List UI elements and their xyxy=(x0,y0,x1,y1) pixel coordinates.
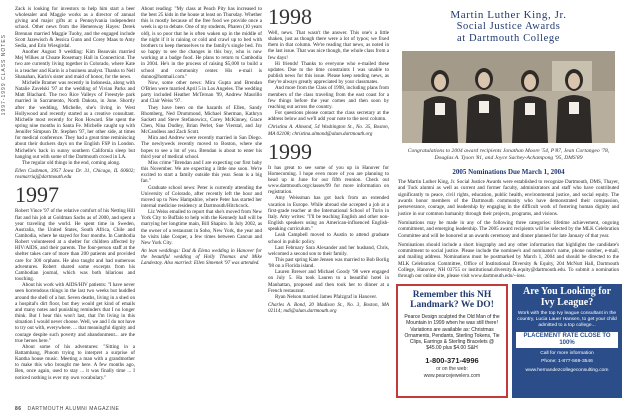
award-recipients-photo xyxy=(402,51,615,143)
placement-rate-badge: PLACEMENT RATE CLOSE TO 100% xyxy=(516,332,618,348)
nominations-body xyxy=(398,179,619,279)
paragraph: Liz Weiss emailed to report that she's moved from New York City to Buffalo to help with the Kennedy hall will be marrying her longtime main, Bill Shapiro. In July 2002, as the owner of a restaurant in Soho, New York, the year and he visits lake Cooper, a few times between Cancun and New York City. xyxy=(141,209,262,246)
paragraph: This past spring Kate Jensen was married to Bob Borlig '98 on a Florida island. xyxy=(268,257,389,270)
ad-title: Are You Looking for Ivy League? xyxy=(522,286,612,308)
paragraph: It has great to see some of you up in Hanover for Homecoming. I hope even more of you are planning to head up in June for our fifth reunion. Check out www.dartmouth.org/classes/99 for more information on registration. xyxy=(268,164,389,196)
ad-body: Pearce Design sculpted the Old Man of the Mountain in 1999 when he was still there! Variations are available as: Christmas Ornaments, Pendants, Sterling Tokens, Tie Clips, Earrings & Sterling Bracelets @ $45.00 plus $4.00 S&H xyxy=(404,314,500,352)
secretary-address: Ellen Cushman, 3957 Iowa Dr. 31, Chicago, IL 60602; rosmarriaj@dartmouth.edu xyxy=(15,168,135,181)
magazine-name: DARTMOUTH ALUMNI MAGAZINE xyxy=(27,406,120,412)
paragraph: They have been on the hazards of Ellen, Sandy Rhomberg, Ned Drummond, Michael Sherman, Kathryn Sackett and Steve Stefanowicz, Corey McKinney, Grace Chen, Nina Dudley, Brian Perlet, Sue Vierstal, and Jay McCandless and Zach Scott. xyxy=(141,104,262,136)
ad-body: Work with the top Ivy league consultant in the country, Lucia Lauer Hansen, to get your child admitted to a top college... xyxy=(517,311,617,328)
paragraph: For questions please contact the class secretary at the address below and we'll add your note to the next column. xyxy=(268,110,389,123)
paragraph: Nominations may be made in any of the following three categories: lifetime achievement, ongoing commitment, and emerging leadership. The 2005 award recipients will be selected by the MLK Celebration Committee and will be honored at an awards ceremony and dinner planned for late January of that year. xyxy=(398,219,619,239)
photo-caption: Congratulations to 2004 award recipients Jonathan Moore '54, P'87, Jean Cortangeo '78, Douglas A. Tyson '81, and Joyce Sachey-Achampong '95, DMS'89 xyxy=(407,148,610,161)
paragraph: About reading: "My class at Peach Pity has increased to the best 25 kids in the house at least on Thursday. Whether this is mostly because of the free food we provide once a week is up to debate. One of my students, Pharen (10 years old), is so poor that he is often waken up in the middle of the night if it is raining or cold and crawl up to bed with brothers to keep themselves to the family's single bed. I'm so happy to see the changes in this boy, who is now working at a badge food. He plans to return to Cambodia in 2004. He's in the process of raising $5,000 to build a school and community center. His e-mail is dunno@hotmail.com." xyxy=(141,6,262,80)
paragraph: Well, news. That wasn't the answer. This one's a little shaken, just as though there were a lot of typos; we fixed them in that column. We're reading that news, as noted in the last issue. That was nice though, the whole class from a few days! xyxy=(268,30,389,61)
ad-web-label: or on the web: xyxy=(436,365,468,372)
ad-call-text: Call for more information xyxy=(540,350,594,356)
page-number: 86 xyxy=(15,406,22,412)
paragraph: The Martin Luther King, Jr. Social Justice Awards were established to recognize Dartmouth, DMS, Thayer, and Tuck alumni as well as current and former faculty, administrators and staff who have contributed significantly to peace, civil rights, education, public health, environmental justice, and social equity. The awards honor members of the Dartmouth community who have demonstrated their compassion, perseverance, courage, and leadership by engaging in the difficult work of fostering human dignity and justice in our common humanity through their projects, programs, and visions. xyxy=(398,179,619,217)
page-footer xyxy=(15,406,119,412)
paragraph: Miss crime "Brendan and I are expecting our first baby this November. We are expecting a little one soon. We're excited to start a family outside this year. Sean is a big fan." xyxy=(141,159,262,185)
class-year-heading: 1999 xyxy=(268,138,312,164)
mlk-title-line-3: at Dartmouth College xyxy=(457,33,560,44)
paragraph: Nominations should include a short biography and any other information that highlights the candidate's commitment to social justice. Please include the nominee's and nominator's name, phone number, e-mail, and mailing address. Nominations must be postmarked by March 1, 2004 and should be directed to the MLK Celebration Committee, Office of Institutional Diversity & Equity, 204 McNutt Hall, Dartmouth College, Hanover, NH 03755 or institutional.diversity.&.equity@dartmouth.edu. To submit a nomination through our online site, please visit www.dartmouth.edu/~ioss. xyxy=(398,241,619,280)
paragraph: Graduate school news: Peter is currently attending the University of Colorado, after recently left the hour and moved up to New Hampshire, where Peter has started her internal medicine residency at Dartmouth/Hitchcock. xyxy=(141,184,262,209)
class-year-heading: 1998 xyxy=(268,6,312,29)
recipients-photo-illustration xyxy=(402,51,615,143)
secretary-address: An lean weddings: Dad & Elena wedding in Hanover for the beautiful wedding of Holly Thomas and Mike Landestoy. Also married: Ellen Simenek '97 was attended. xyxy=(141,248,262,267)
mlk-title-line-2: Social Justice Awards xyxy=(456,21,561,32)
column-1 xyxy=(15,6,135,400)
class-year-heading: 1997 xyxy=(15,182,59,208)
paragraph: Zack is looking for investors to help him start a beer wholesaler and Maggie works as a director of annual giving and major gifts at a Pennsylvania independent school. Other news from the Hemenway Hayes: Derek Brennan married Maggie Tuohy, and the engaged include Scott Jazewisch & Jessica Gunn and Corey Maas to Amy Sedia, and Erin Wiesgirdal. xyxy=(15,6,135,49)
mlk-title xyxy=(396,9,621,45)
paragraph: And more from the Class of 1998, including plans from members of the class traveling from the east coast for a few things before the year comes and then soon by reaching out across the country. xyxy=(268,85,389,110)
paragraph: Leah Campbell moved to Austin to attend graduate school in public policy. xyxy=(268,232,389,245)
paragraph: The regular old things in the end, coming along. xyxy=(22,159,121,166)
paragraph: Amy Weissman has got back from an extended vacation in Europe. While abroad she accepted a job at a first-grade teacher at the International School of Turin in Italy. Amy writes: "I'll be teaching English and other non-English speakers using an American-influenced English-speaking curriculum." xyxy=(268,195,389,233)
paragraph: About some of his adventures: "Sitting in a Battambang, Phnom trying to interpret a surprise of Kantha house music. Meeting a man with a grandmother to make this who brought me here. A few months ago, Ben, once again, used to stay ... it was finally time ... I noticed nothing is ever my own vocabulary." xyxy=(15,343,135,381)
paragraph: Mira and Andrew were recently married in San Diego. The newlyweds recently moved to Boston, where she hopes to see a lot of you. Brendan is about to enter his third year of medical school. xyxy=(141,135,262,160)
landmark-jewelry-ad[interactable] xyxy=(396,284,508,398)
paragraph: Last February Sara Alexander and her husband, Chris, welcomed a second son to their family. xyxy=(268,244,389,257)
nominations-heading: 2005 Nominations Due March 1, 2004 xyxy=(452,168,565,177)
ad-url-link[interactable]: www.hernandezcollegeconsulting.com xyxy=(525,368,609,374)
ad-url-link[interactable]: www.pearcejewelers.com xyxy=(423,372,481,379)
ivy-league-consulting-ad[interactable] xyxy=(512,284,622,398)
secretary-address: Charles A. Bond, 20 Madison St., No. 3, Boston, MA 02114; mdi@alum.dartmouth.org xyxy=(268,302,389,315)
ad-phone: 1-800-371-4996 xyxy=(425,355,479,365)
mlk-awards-panel xyxy=(396,6,621,280)
side-tab-label: 1997-1999 CLASS NOTES xyxy=(1,34,7,116)
paragraph: Hi friends! Thanks to everyone who e-mailed these updates. Due to the time constraints I was unable to publish news for this issue. Please keep sending news, as they're always greatly appreciated by your classmates. xyxy=(268,60,389,86)
ad-title: Remember this NH Landmark? We DO! xyxy=(410,290,494,310)
class-notes-side-tab xyxy=(0,0,11,420)
ad-phone: Phone: 1-877-569-3546 xyxy=(541,359,593,365)
paragraph: About his work with AIDS/HIV patients: "I have never seen horrendous things in the last two weeks but huddled around the shell of a hut. Seven deaths, living in a shed on a hospital's dirt floor, but they would get kind of emails and many notes and punishing reminders that I no longer think. But I hear this won't last, that I'm living in this situation I would never choose. Well, we and I do not have to try out with, everywhere. ... that meaningful dignity and courage despite such poverty and abandonment... are the true heroes here." xyxy=(15,282,135,344)
secretary-address: Christina A. Almond, 54 Washington St., No. 35, Boston, MA 02108; christina.almond@alum.dartmouth.org xyxy=(268,124,389,137)
paragraph: Ryan Nelson married James Pfalzgraf in Hanover. xyxy=(275,293,378,300)
paragraph: Robert Vince '97 of the relative comfort of his Netting Hill flat and his job at Goldman Sachs as of 2000, and spent a year traveling the world. He spent time in Sweden, Australia, the United States, South Africa, Chile and Cambodia, where he stayed for four months. In Cambodia Robert volunteered at a shelter for children affected by HIV/AIDS, and their parents. The four-person staff at the shelter takes care of more than 200 patients and provided care for 300 orphans. He also taught and had numerous adventures. Robert shared some excerpts from his Cambodian journal, which was both hilarious and touching. xyxy=(15,208,135,283)
paragraph: Now, some other news: Mira Gupta and Brendan O'Brien were married April 5 in Los Angeles. The wedding party included Heather McTernan '99, Andrew Maurillo and Clair Weiss '97. xyxy=(141,79,262,105)
paragraph: Another August 9 wedding: Kim Beauvais married Mej Wilkes at Choate Rosemary Hall in Connecticut. The two are currently living together in Colorado, where Kate is a teacher and Karin is a business analyst. Thanks to Nell Shanahan, Karin's sister and maid of honor, for the news. xyxy=(15,49,135,80)
paragraph: Michelle Bramer was recently in Indonesia, along with Natalie Zavelski '97 at the wedding of Vivian Parks and Matt Blachard. The two Rice Valleys of Freestyle park married in Sacramento, North Dakota, in June. Shortly after the wedding, Michelle, she's living in West Hollywood and recently started as a creative consultant. Michelle most recently for Ron Howard. She spent the spring nine months in Santa Fe. Michelle caught up with Jennifer Simpson Dr. Stephen '97, her other side, at times for medical conference. They had a great time reminiscing about their duckers days on the English FSP in London. Michelle's back in sunny southern California sleep but hanging out with some of the Dartmouth crowd in LA. xyxy=(15,79,135,160)
column-2 xyxy=(141,6,262,400)
mlk-title-line-1: Martin Luther King, Jr. xyxy=(450,9,567,21)
column-3 xyxy=(268,6,389,400)
paragraph: Lauren Brewer and Michael Goody '98 were engaged on July 5. Ha took Lauren to a beautiful hotel in Manhattan, proposed and then took her to dinner at a French restaurant. xyxy=(268,269,389,294)
